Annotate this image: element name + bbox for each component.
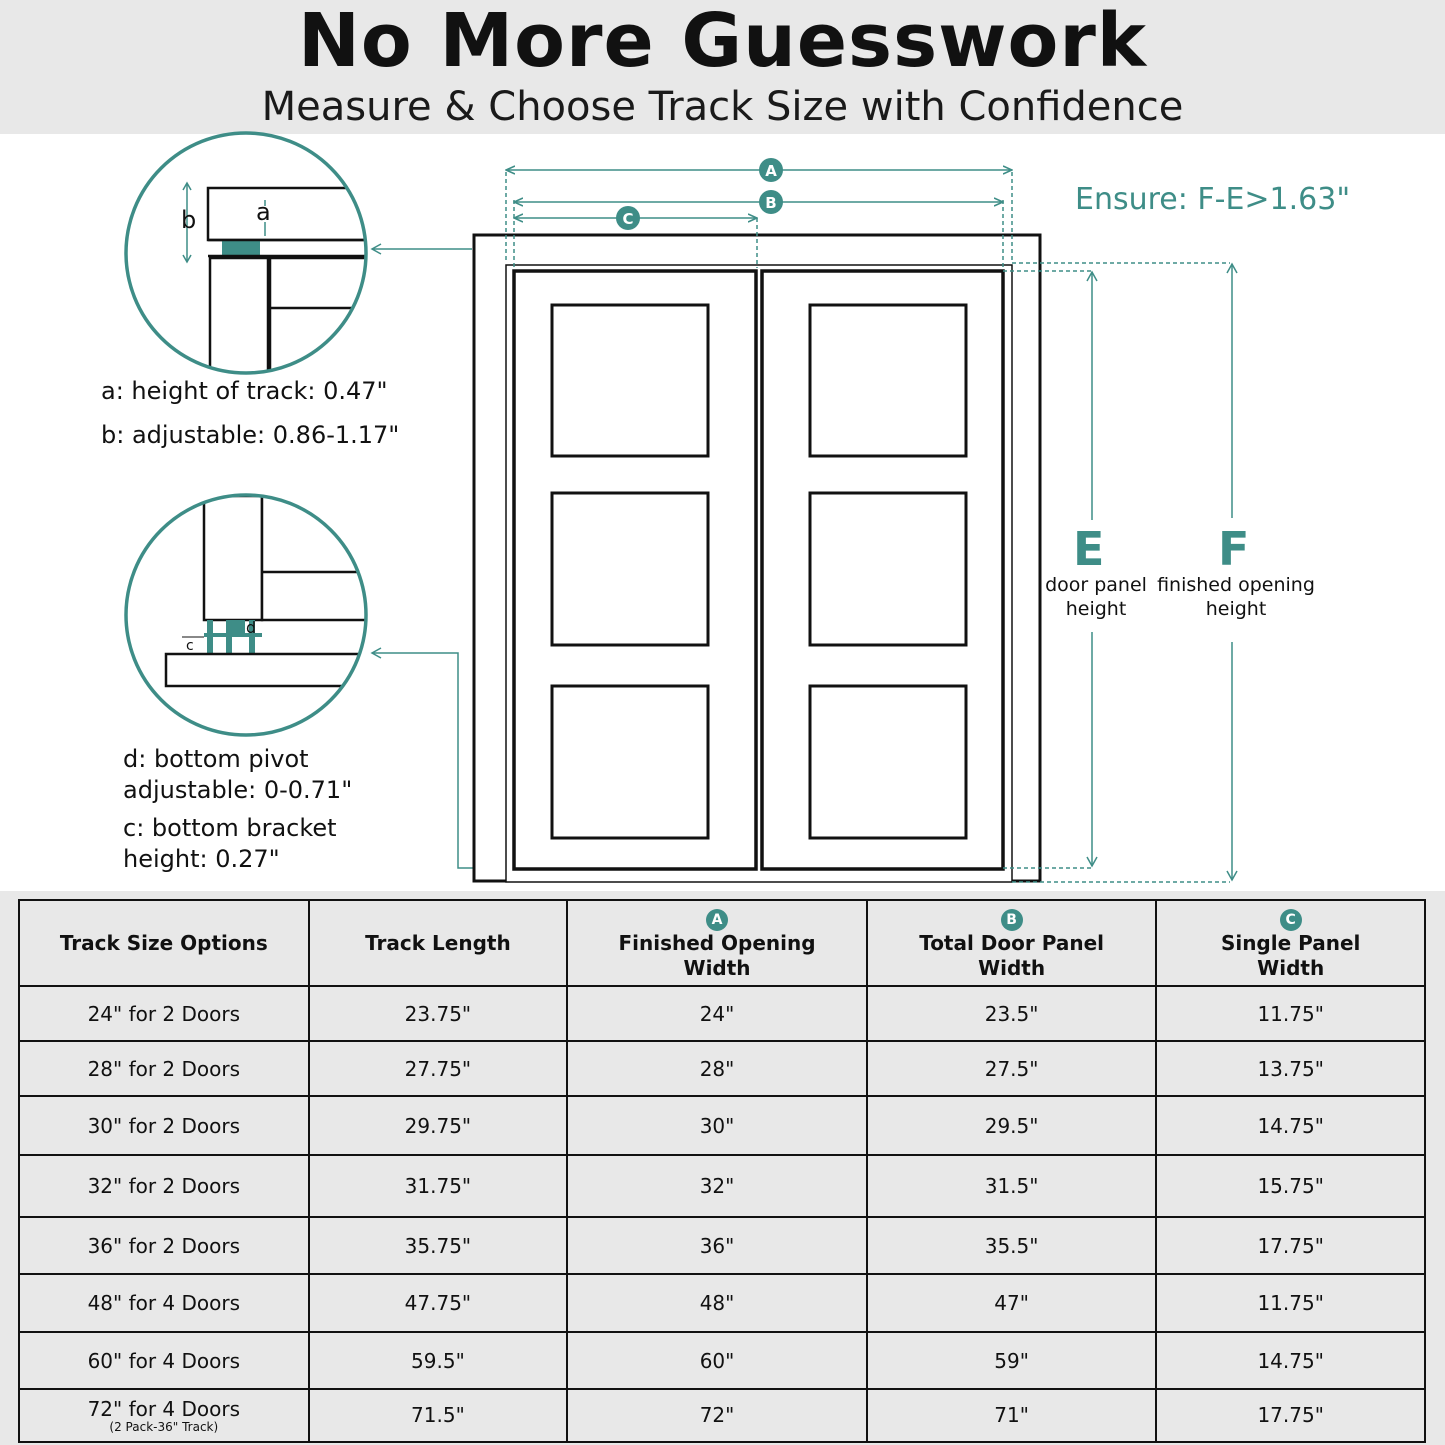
cell-finished-opening-width: 28" — [567, 1041, 867, 1096]
track-size-table — [18, 899, 1426, 1443]
cell-finished-opening-width: 48" — [567, 1274, 867, 1332]
label-b: b — [181, 206, 197, 234]
cell-total-door-panel-width: 27.5" — [867, 1041, 1157, 1096]
cell-track-size-option: 36" for 2 Doors — [19, 1217, 309, 1274]
cell-option-note: (2 Pack-36" Track) — [109, 1420, 219, 1435]
track-detail-callout — [126, 133, 380, 378]
cell-track-size-option: 30" for 2 Doors — [19, 1096, 309, 1154]
cell-single-panel-width: 15.75" — [1156, 1155, 1425, 1217]
table-row — [19, 1389, 1425, 1442]
door-panel-right — [762, 271, 1003, 869]
table-row — [19, 1274, 1425, 1332]
cell-single-panel-width: 14.75" — [1156, 1332, 1425, 1388]
cell-total-door-panel-width: 23.5" — [867, 986, 1157, 1041]
header-track-length: Track Length — [309, 900, 568, 986]
cell-track-size-option: 24" for 2 Doors — [19, 986, 309, 1041]
svg-text:A: A — [765, 162, 777, 180]
header-single-panel-width: C Single Panel Width — [1156, 900, 1425, 986]
svg-text:B: B — [765, 194, 777, 212]
cell-track-size-option: 32" for 2 Doors — [19, 1155, 309, 1217]
cell-finished-opening-width: 30" — [567, 1096, 867, 1154]
cell-single-panel-width: 13.75" — [1156, 1041, 1425, 1096]
header-total-door-panel-width: B Total Door Panel Width — [867, 900, 1157, 986]
cell-finished-opening-width: 36" — [567, 1217, 867, 1274]
cell-track-size-option: 28" for 2 Doors — [19, 1041, 309, 1096]
note-a-height: a: height of track: 0.47" — [101, 377, 388, 405]
cell-track-length: 71.5" — [309, 1389, 568, 1442]
cell-finished-opening-width: 60" — [567, 1332, 867, 1388]
e-label-line1: door panel — [1045, 574, 1147, 596]
cell-track-length: 27.75" — [309, 1041, 568, 1096]
cell-track-length: 23.75" — [309, 986, 568, 1041]
note-c-line2: height: 0.27" — [123, 845, 280, 873]
pivot-detail-callout — [126, 495, 382, 735]
f-label — [1154, 573, 1318, 621]
cell-track-length: 59.5" — [309, 1332, 568, 1388]
letter-e: E — [1073, 522, 1105, 576]
header-finished-opening-width: A Finished Opening Width — [567, 900, 867, 986]
cell-finished-opening-width: 32" — [567, 1155, 867, 1217]
marker-b-icon: B — [1001, 909, 1023, 931]
cell-single-panel-width: 11.75" — [1156, 1274, 1425, 1332]
label-d: d — [246, 618, 257, 637]
dimension-a — [506, 158, 1012, 182]
dimension-b — [514, 190, 1003, 214]
label-c: c — [186, 638, 194, 654]
f-label-line2: height — [1205, 598, 1267, 620]
cell-track-size-option: 60" for 4 Doors — [19, 1332, 309, 1388]
e-label — [1040, 573, 1152, 621]
cell-total-door-panel-width: 29.5" — [867, 1096, 1157, 1154]
cell-total-door-panel-width: 31.5" — [867, 1155, 1157, 1217]
cell-total-door-panel-width: 35.5" — [867, 1217, 1157, 1274]
letter-f: F — [1218, 522, 1250, 576]
cell-finished-opening-width: 24" — [567, 986, 867, 1041]
note-d-line1: d: bottom pivot — [123, 745, 309, 773]
table-header-row — [19, 900, 1425, 986]
dimension-c — [514, 206, 757, 230]
f-label-line1: finished opening — [1157, 574, 1315, 596]
label-a: a — [256, 198, 271, 226]
note-d-line2: adjustable: 0-0.71" — [123, 776, 353, 804]
cell-total-door-panel-width: 71" — [867, 1389, 1157, 1442]
ensure-note: Ensure: F-E>1.63" — [1075, 182, 1351, 217]
header-track-size-options: Track Size Options — [19, 900, 309, 986]
e-label-line2: height — [1065, 598, 1127, 620]
cell-track-size-option: 72" for 4 Doors (2 Pack-36" Track) — [19, 1389, 309, 1442]
cell-track-length: 35.75" — [309, 1217, 568, 1274]
cell-single-panel-width: 14.75" — [1156, 1096, 1425, 1154]
cell-total-door-panel-width: 47" — [867, 1274, 1157, 1332]
cell-track-size-option: 48" for 4 Doors — [19, 1274, 309, 1332]
marker-c-icon: C — [1280, 909, 1302, 931]
table-row — [19, 1041, 1425, 1096]
cell-track-length: 47.75" — [309, 1274, 568, 1332]
cell-total-door-panel-width: 59" — [867, 1332, 1157, 1388]
cell-track-length: 29.75" — [309, 1096, 568, 1154]
marker-a-icon: A — [706, 909, 728, 931]
svg-text:C: C — [622, 210, 634, 228]
note-c-line1: c: bottom bracket — [123, 814, 337, 842]
cell-finished-opening-width: 72" — [567, 1389, 867, 1442]
cell-single-panel-width: 11.75" — [1156, 986, 1425, 1041]
page-title: No More Guesswork — [297, 0, 1148, 84]
door-panel-left — [514, 271, 756, 869]
cell-single-panel-width: 17.75" — [1156, 1217, 1425, 1274]
cell-single-panel-width: 17.75" — [1156, 1389, 1425, 1442]
table-row — [19, 986, 1425, 1041]
table-row — [19, 1217, 1425, 1274]
page-subtitle: Measure & Choose Track Size with Confidence — [261, 84, 1184, 130]
cell-track-length: 31.75" — [309, 1155, 568, 1217]
table-row — [19, 1155, 1425, 1217]
note-b-adjustable: b: adjustable: 0.86-1.17" — [101, 421, 400, 449]
table-row — [19, 1096, 1425, 1154]
table-row — [19, 1332, 1425, 1388]
